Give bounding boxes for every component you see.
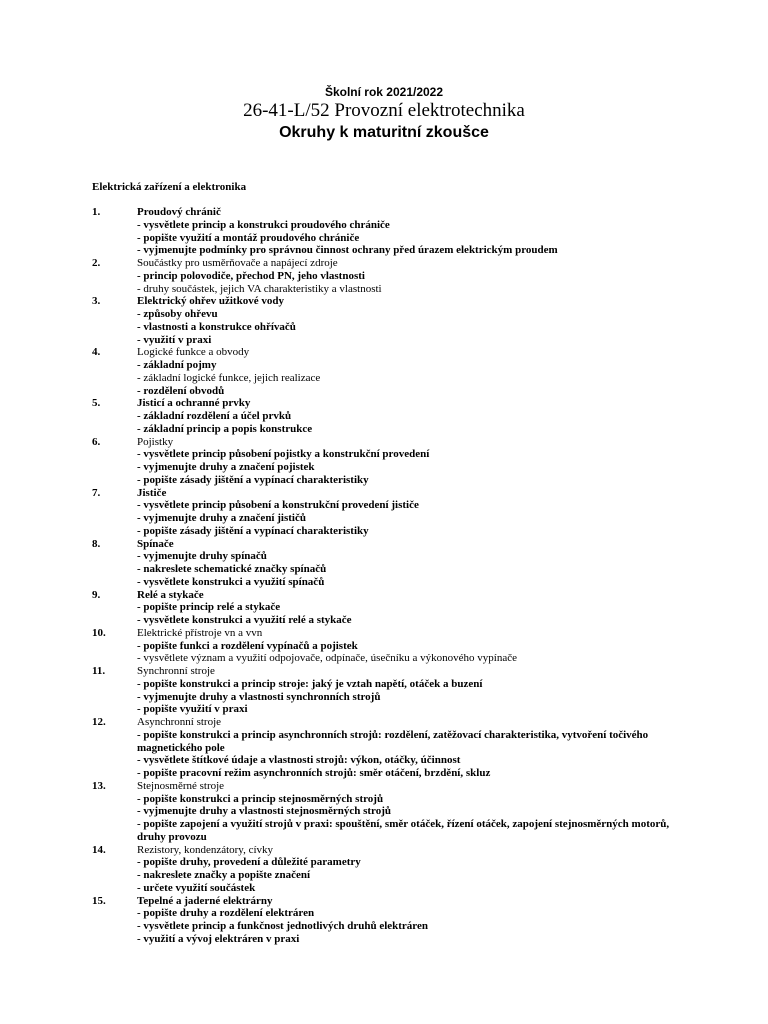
topic-title: Spínače [137, 537, 174, 550]
topic-bullet: - využití v praxi [137, 333, 212, 346]
topic-item [92, 538, 692, 589]
topic-bullet: - popište zapojení a využití strojů v praxi: spouštění, směr otáček, řízení otáček, zapojení stejnosměrných motorů, druhy provozu [137, 818, 670, 843]
topic-title: Stejnosměrné stroje [137, 779, 225, 792]
topic-bullet: - vysvětlete princip působení pojistky a konstrukční provedení [137, 448, 430, 461]
topic-bullet: - popište zásady jištění a vypínací charakteristiky [137, 473, 369, 486]
topic-item [92, 295, 692, 346]
topic-bullet: - popište pracovní režim asynchronních strojů: směr otáčení, brzdění, skluz [137, 767, 491, 779]
topic-bullet: - nakreslete schematické značky spínačů [137, 563, 327, 575]
topic-title: Logické funkce a obvody [137, 346, 250, 359]
topic-title: Součástky pro usměrňovače a napájecí zdroje [137, 257, 338, 269]
topic-body [137, 397, 692, 435]
topic-title: Elektrický ohřev užitkové vody [137, 295, 284, 308]
topic-title: Proudový chránič [137, 206, 221, 218]
topic-bullet: - určete využití součástek [137, 881, 256, 894]
topic-bullet: - využití a vývoj elektráren v praxi [137, 932, 300, 945]
topic-title: Relé a stykače [137, 588, 204, 601]
topic-title: Pojistky [137, 435, 174, 448]
topic-body [137, 665, 692, 716]
topic-title: Asynchronní stroje [137, 716, 222, 728]
topic-number: 2. [92, 257, 101, 269]
topic-bullet: - vysvětlete konstrukci a využití relé a stykače [137, 614, 352, 626]
school-year: Školní rok 2021/2022 [324, 85, 444, 99]
topic-item [92, 895, 692, 946]
topic-item [92, 627, 692, 665]
topic-number: 10. [92, 626, 106, 639]
topic-bullet: - popište konstrukci a princip stejnosměrných strojů [137, 792, 384, 805]
topic-number: 11. [92, 665, 106, 677]
topic-number: 8. [92, 537, 101, 550]
topic-bullet: - vyjmenujte druhy spínačů [137, 550, 267, 563]
topic-bullet: - vysvětlete štítkové údaje a vlastnosti strojů: výkon, otáčky, účinnost [137, 754, 461, 767]
topic-bullet: - druhy součástek, jejich VA charakteristiky a vlastnosti [137, 282, 382, 295]
topic-bullet: - popište konstrukci a princip asynchronních strojů: rozdělení, zatěžovací charakteristika, vytvoření točivého magnetického pole [137, 728, 649, 754]
topic-body [137, 895, 692, 946]
topic-body [137, 206, 692, 257]
topic-bullet: - základní pojmy [137, 359, 217, 371]
topic-item [92, 206, 692, 257]
topic-body [137, 716, 692, 780]
topic-title: Synchronní stroje [137, 665, 215, 677]
document-title: Okruhy k maturitní zkoušce [279, 124, 489, 141]
topic-bullet: - vyjmenujte druhy a vlastnosti stejnosměrných strojů [137, 805, 392, 818]
topic-bullet: - rozdělení obvodů [137, 384, 225, 397]
topic-bullet: - popište zásady jištění a vypínací charakteristiky [137, 524, 369, 537]
topic-title: Tepelné a jaderné elektrárny [137, 894, 273, 907]
topic-list [92, 206, 692, 946]
topic-bullet: - popište princip relé a stykače [137, 601, 281, 614]
topic-bullet: - vyjmenujte druhy a značení jističů [137, 512, 306, 524]
topic-bullet: - popište konstrukci a princip stroje: jaký je vztah napětí, otáček a buzení [137, 677, 483, 690]
topic-bullet: - vlastnosti a konstrukce ohřívačů [137, 320, 296, 333]
topic-bullet: - popište druhy a rozdělení elektráren [137, 907, 315, 920]
topic-item [92, 665, 692, 716]
topic-bullet: - popište využití a montáž proudového chrániče [137, 231, 360, 244]
topic-bullet: - vyjmenujte druhy a značení pojistek [137, 461, 315, 473]
topic-bullet: - popište druhy, provedení a důležité parametry [137, 856, 361, 869]
topic-item [92, 346, 692, 397]
topic-title: Elektrické přístroje vn a vvn [137, 626, 263, 639]
topic-title: Jisticí a ochranné prvky [137, 397, 251, 410]
topic-body [137, 436, 692, 487]
topic-item [92, 487, 692, 538]
topic-number: 14. [92, 843, 106, 856]
topic-bullet: - vysvětlete princip a konstrukci proudového chrániče [137, 218, 390, 231]
topic-bullet: - základní rozdělení a účel prvků [137, 410, 292, 422]
topic-title: Rezistory, kondenzátory, cívky [137, 843, 274, 856]
topic-body [137, 780, 692, 844]
topic-body [137, 487, 692, 538]
topic-number: 3. [92, 295, 101, 308]
topic-number: 7. [92, 486, 101, 499]
topic-number: 1. [92, 206, 101, 218]
topic-item [92, 397, 692, 435]
topic-body [137, 538, 692, 589]
topic-body [137, 295, 692, 346]
topic-bullet: - vyjmenujte druhy a vlastnosti synchronních strojů [137, 690, 381, 703]
topic-bullet: - princip polovodiče, přechod PN, jeho vlastnosti [137, 269, 365, 282]
topic-bullet: - základní princip a popis konstrukce [137, 422, 313, 435]
topic-number: 12. [92, 716, 106, 728]
topic-bullet: - způsoby ohřevu [137, 308, 218, 320]
topic-bullet: - popište využití v praxi [137, 703, 248, 716]
topic-number: 13. [92, 779, 106, 792]
topic-number: 6. [92, 435, 101, 448]
topic-title: Jističe [137, 486, 167, 499]
topic-item [92, 716, 692, 780]
document-header [0, 84, 768, 144]
topic-item [92, 436, 692, 487]
topic-item [92, 257, 692, 295]
topic-number: 9. [92, 588, 101, 601]
topic-bullet: - vysvětlete princip působení a konstrukční provedení jističe [137, 499, 419, 512]
topic-item [92, 844, 692, 895]
topic-number: 4. [92, 346, 101, 359]
topic-body [137, 589, 692, 627]
topic-bullet: - základní logické funkce, jejich realizace [137, 371, 321, 384]
topic-body [137, 346, 692, 397]
topic-bullet: - popište funkci a rozdělení vypínačů a pojistek [137, 639, 358, 652]
topic-bullet: - vysvětlete princip a funkčnost jednotlivých druhů elektráren [137, 920, 428, 932]
topic-bullet: - vyjmenujte podmínky pro správnou činnost ochrany před úrazem elektrickým proudem [137, 244, 558, 257]
topic-bullet: - nakreslete značky a popište značení [137, 869, 311, 881]
topic-number: 5. [92, 397, 101, 410]
topic-bullet: - vysvětlete význam a využití odpojovače, odpínače, úsečníku a výkonového vypínače [137, 652, 517, 665]
section-heading: Elektrická zařízení a elektronika [92, 181, 247, 193]
topic-body [137, 844, 692, 895]
topic-number: 15. [92, 894, 106, 907]
topic-body [137, 257, 692, 295]
topic-bullet: - vysvětlete konstrukci a využití spínačů [137, 575, 325, 588]
topic-body [137, 627, 692, 665]
topic-item [92, 780, 692, 844]
program-title: 26-41-L/52 Provozní elektrotechnika [243, 100, 525, 121]
topic-item [92, 589, 692, 627]
